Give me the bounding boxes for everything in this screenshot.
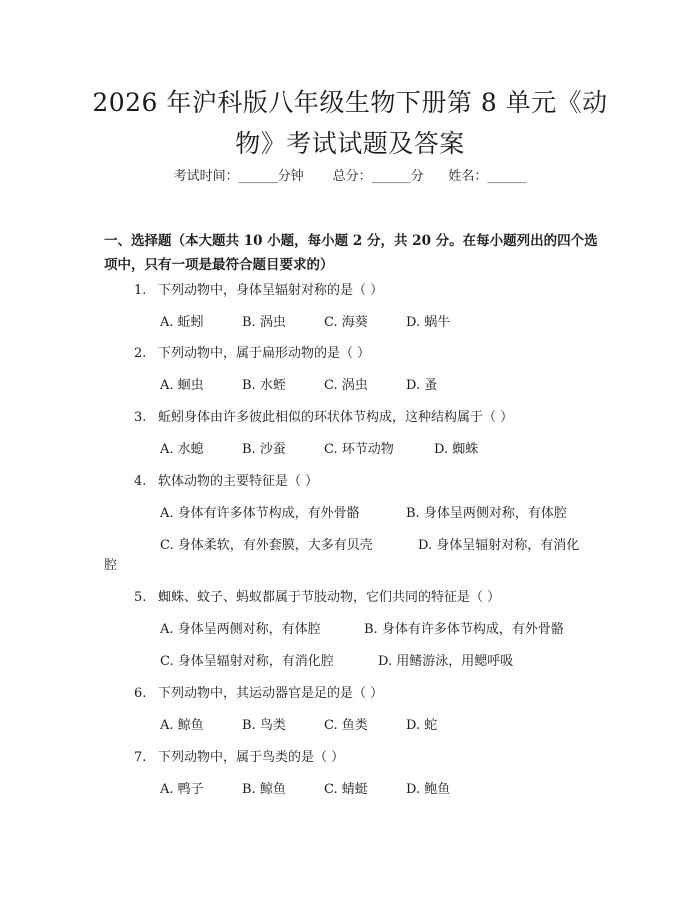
option-b: B. 水蛭 [242, 378, 286, 393]
option-d: D. 蚤 [406, 378, 438, 393]
option-b: B. 身体有许多体节构成，有外骨骼 [364, 622, 564, 637]
name-field: 姓名：______ [448, 169, 527, 184]
question-number: 6. [134, 686, 147, 701]
question-stem: 下列动物中，身体呈辐射对称的是（ ） [158, 283, 384, 298]
question-number: 4. [134, 474, 147, 489]
option-a: A. 鲸鱼 [160, 718, 204, 733]
question-3 [134, 408, 513, 428]
option-d: D. 蜘蛛 [434, 442, 479, 457]
option-c: C. 蜻蜓 [324, 782, 368, 797]
option-d: D. 身体呈辐射对称，有消化 [418, 538, 580, 553]
question-6-options [160, 716, 437, 736]
option-c: C. 身体柔软，有外套膜，大多有贝壳 [160, 538, 373, 553]
question-stem: 蚯蚓身体由许多彼此相似的环状体节构成，这种结构属于（ ） [158, 410, 514, 425]
option-c: C. 涡虫 [324, 378, 368, 393]
question-4-options-row-2 [160, 536, 579, 556]
question-4-wrap-tail: 腔 [104, 558, 118, 573]
option-a: A. 蚯蚓 [160, 315, 204, 330]
option-b: B. 身体呈两侧对称，有体腔 [406, 506, 567, 521]
question-stem: 软体动物的主要特征是（ ） [158, 474, 319, 489]
question-stem: 蜘蛛、蚊子、蚂蚁都属于节肢动物，它们共同的特征是（ ） [158, 590, 501, 605]
title-line-1: 2026 年沪科版八年级生物下册第 8 单元《动 [92, 88, 608, 117]
option-c: C. 海葵 [324, 315, 368, 330]
question-5-options-row-1 [160, 620, 564, 640]
option-b: B. 沙蚕 [242, 442, 286, 457]
question-6 [134, 684, 383, 704]
option-d: D. 蛇 [406, 718, 438, 733]
question-5 [134, 588, 500, 608]
section-heading-line-2: 项中，只有一项是最符合题目要求的） [104, 257, 334, 273]
section-heading-line-1: 一、选择题（本大题共 10 小题，每小题 2 分，共 20 分。在每小题列出的四个选 [104, 233, 598, 249]
option-a: A. 蛔虫 [160, 378, 204, 393]
exam-info-line [0, 167, 700, 187]
title-line-2: 物》考试试题及答案 [235, 129, 465, 158]
question-1-options [160, 313, 450, 333]
total-score-field: 总分：______分 [332, 169, 424, 184]
question-4-options-row-1 [160, 504, 567, 524]
option-d: D. 用鳍游泳，用鳃呼吸 [378, 654, 514, 669]
question-number: 3. [134, 410, 147, 425]
question-3-options [160, 440, 478, 460]
option-a: A. 鸭子 [160, 782, 204, 797]
question-1 [134, 281, 383, 301]
question-stem: 下列动物中，属于扁形动物的是（ ） [158, 346, 371, 361]
option-c: C. 身体呈辐射对称，有消化腔 [160, 654, 334, 669]
option-a: A. 水螅 [160, 442, 204, 457]
question-2-options [160, 376, 437, 396]
question-7-options [160, 780, 450, 800]
option-b: B. 鲸鱼 [242, 782, 286, 797]
question-5-options-row-2 [160, 652, 513, 672]
question-4 [134, 472, 318, 492]
option-b: B. 涡虫 [242, 315, 286, 330]
question-7 [134, 748, 344, 768]
option-a: A. 身体有许多体节构成，有外骨骼 [160, 506, 360, 521]
option-a: A. 身体呈两侧对称，有体腔 [160, 622, 321, 637]
section-heading [104, 229, 624, 277]
question-number: 7. [134, 750, 147, 765]
question-2 [134, 344, 370, 364]
option-c: C. 环节动物 [324, 442, 394, 457]
option-b: B. 鸟类 [242, 718, 286, 733]
option-d: D. 蜗牛 [406, 315, 451, 330]
option-d: D. 鲍鱼 [406, 782, 451, 797]
question-number: 1. [134, 283, 147, 298]
option-c: C. 鱼类 [324, 718, 368, 733]
question-number: 5. [134, 590, 147, 605]
exam-time-field: 考试时间：______分钟 [173, 169, 304, 184]
page-title [90, 82, 610, 164]
question-stem: 下列动物中，其运动器官是足的是（ ） [158, 686, 384, 701]
question-number: 2. [134, 346, 147, 361]
question-stem: 下列动物中，属于鸟类的是（ ） [158, 750, 345, 765]
